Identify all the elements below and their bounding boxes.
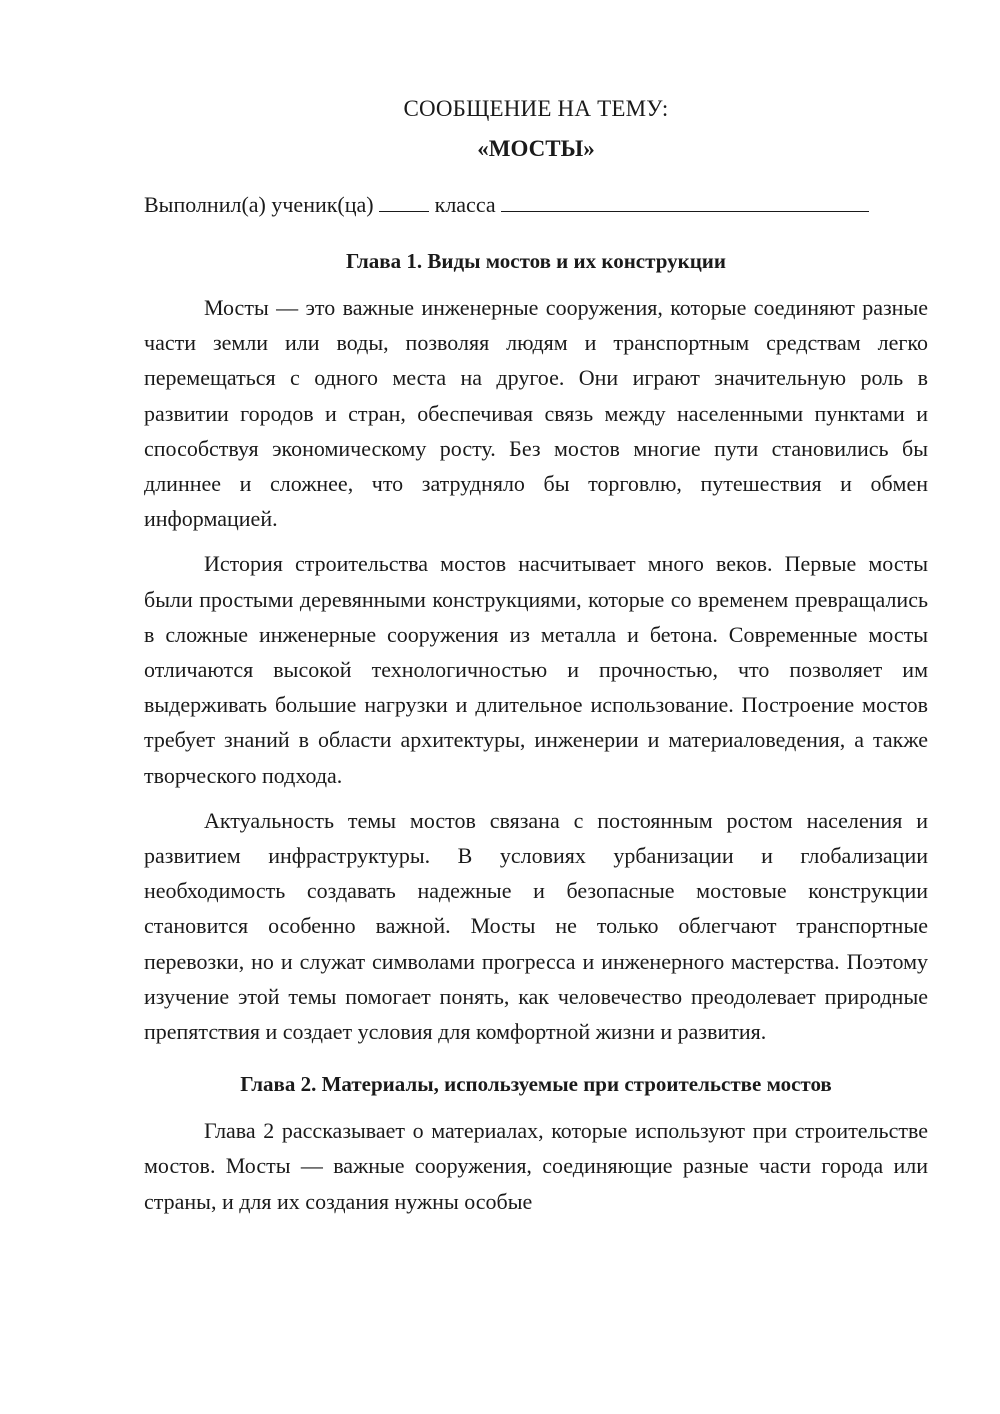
name-blank [501,189,869,212]
author-class-label: класса [434,192,496,217]
document-subtitle: «МОСТЫ» [477,136,595,161]
document-content [144,92,928,1219]
author-prefix: Выполнил(а) ученик(ца) [144,192,374,217]
author-line [144,188,928,222]
chapter-1-paragraph-1: Мосты — это важные инженерные сооружения, которые соединяют разные части земли или воды, позволяя людям и транспортным средствам легко перемещаться с одного места на другое. Они играют значительную роль в развитии городов и стран, обеспечивая связь между населенными пунктами и способствуя экономическому росту. Без мостов многие пути становились бы длиннее и сложнее, что затрудняло бы торговлю, путешествия и обмен информацией. [144,295,928,532]
chapter-2-paragraph-1: Глава 2 рассказывает о материалах, которые используют при строительстве мостов. Мосты — важные сооружения, соединяющие разные части города или страны, и для их создания нужны особые [144,1118,928,1214]
chapter-1-paragraph-2: История строительства мостов насчитывает много веков. Первые мосты были простыми деревянными конструкциями, которые со временем превращались в сложные инженерные сооружения из металла и бетона. Современные мосты отличаются высокой технологичностью и прочностью, что позволяет им выдерживать большие нагрузки и длительное использование. Построение мостов требует знаний в области архитектуры, инженерии и материаловедения, а также творческого подхода. [144,551,928,788]
document-title: СООБЩЕНИЕ НА ТЕМУ: [403,96,669,121]
grade-blank [379,189,429,212]
chapter-2-heading: Глава 2. Материалы, используемые при строительстве мостов [240,1072,832,1097]
chapter-1-paragraph-3: Актуальность темы мостов связана с постоянным ростом населения и развитием инфраструктуры. В условиях урбанизации и глобализации необходимость создавать надежные и безопасные мостовые конструкции становится особенно важной. Мосты не только облегчают транспортные перевозки, но и служат символами прогресса и инженерного мастерства. Поэтому изучение этой темы помогает понять, как человечество преодолевает природные препятствия и создает условия для комфортной жизни и развития. [144,807,928,1045]
chapter-1-heading: Глава 1. Виды мостов и их конструкции [345,249,726,273]
